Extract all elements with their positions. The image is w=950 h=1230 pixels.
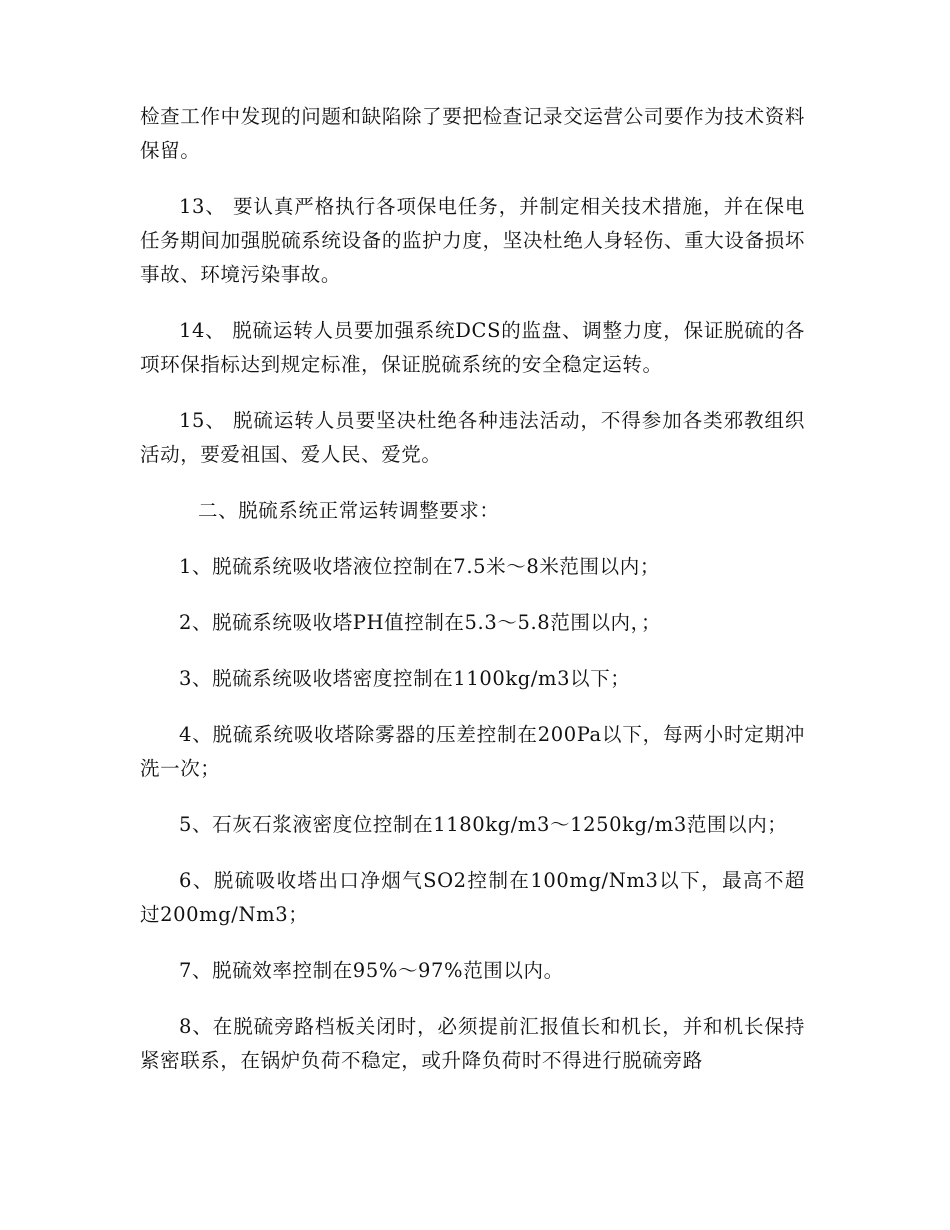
requirement-item-8: 8、在脱硫旁路档板关闭时，必须提前汇报值长和机长，并和机长保持紧密联系，在锅炉负荷不稳定，或升降负荷时不得进行脱硫旁路 (140, 1015, 805, 1072)
requirement-item-5: 5、石灰石浆液密度位控制在1180kg/m3～1250kg/m3范围以内； (179, 813, 788, 836)
requirement-item-4: 4、脱硫系统吸收塔除雾器的压差控制在200Pa以下，每两小时定期冲洗一次； (140, 723, 805, 780)
requirement-item-2: 2、脱硫系统吸收塔PH值控制在5.3～5.8范围以内，； (179, 611, 662, 634)
requirement-item-6: 6、脱硫吸收塔出口净烟气SO2控制在100mg/Nm3以下，最高不超过200mg/Nm3； (140, 869, 805, 926)
requirement-item-1: 1、脱硫系统吸收塔液位控制在7.5米～8米范围以内； (179, 555, 660, 578)
section-heading: 二、脱硫系统正常运转调整要求： (198, 499, 500, 522)
requirement-item-3: 3、脱硫系统吸收塔密度控制在1100kg/m3以下； (179, 667, 631, 690)
document-page (140, 100, 805, 1100)
paragraph-continuation: 检查工作中发现的问题和缺陷除了要把检查记录交运营公司要作为技术资料保留。 (140, 105, 805, 162)
requirement-item-7: 7、脱硫效率控制在95%～97%范围以内。 (179, 959, 564, 982)
paragraph-item-15: 15、 脱硫运转人员要坚决杜绝各种违法活动，不得参加各类邪教组织活动，要爱祖国、爱人民、爱党。 (140, 409, 805, 466)
paragraph-item-14: 14、 脱硫运转人员要加强系统DCS的监盘、调整力度，保证脱硫的各项环保指标达到规定标准，保证脱硫系统的安全稳定运转。 (140, 319, 805, 376)
paragraph-item-13: 13、 要认真严格执行各项保电任务，并制定相关技术措施，并在保电任务期间加强脱硫系统设备的监护力度，坚决杜绝人身轻伤、重大设备损坏事故、环境污染事故。 (140, 195, 805, 286)
